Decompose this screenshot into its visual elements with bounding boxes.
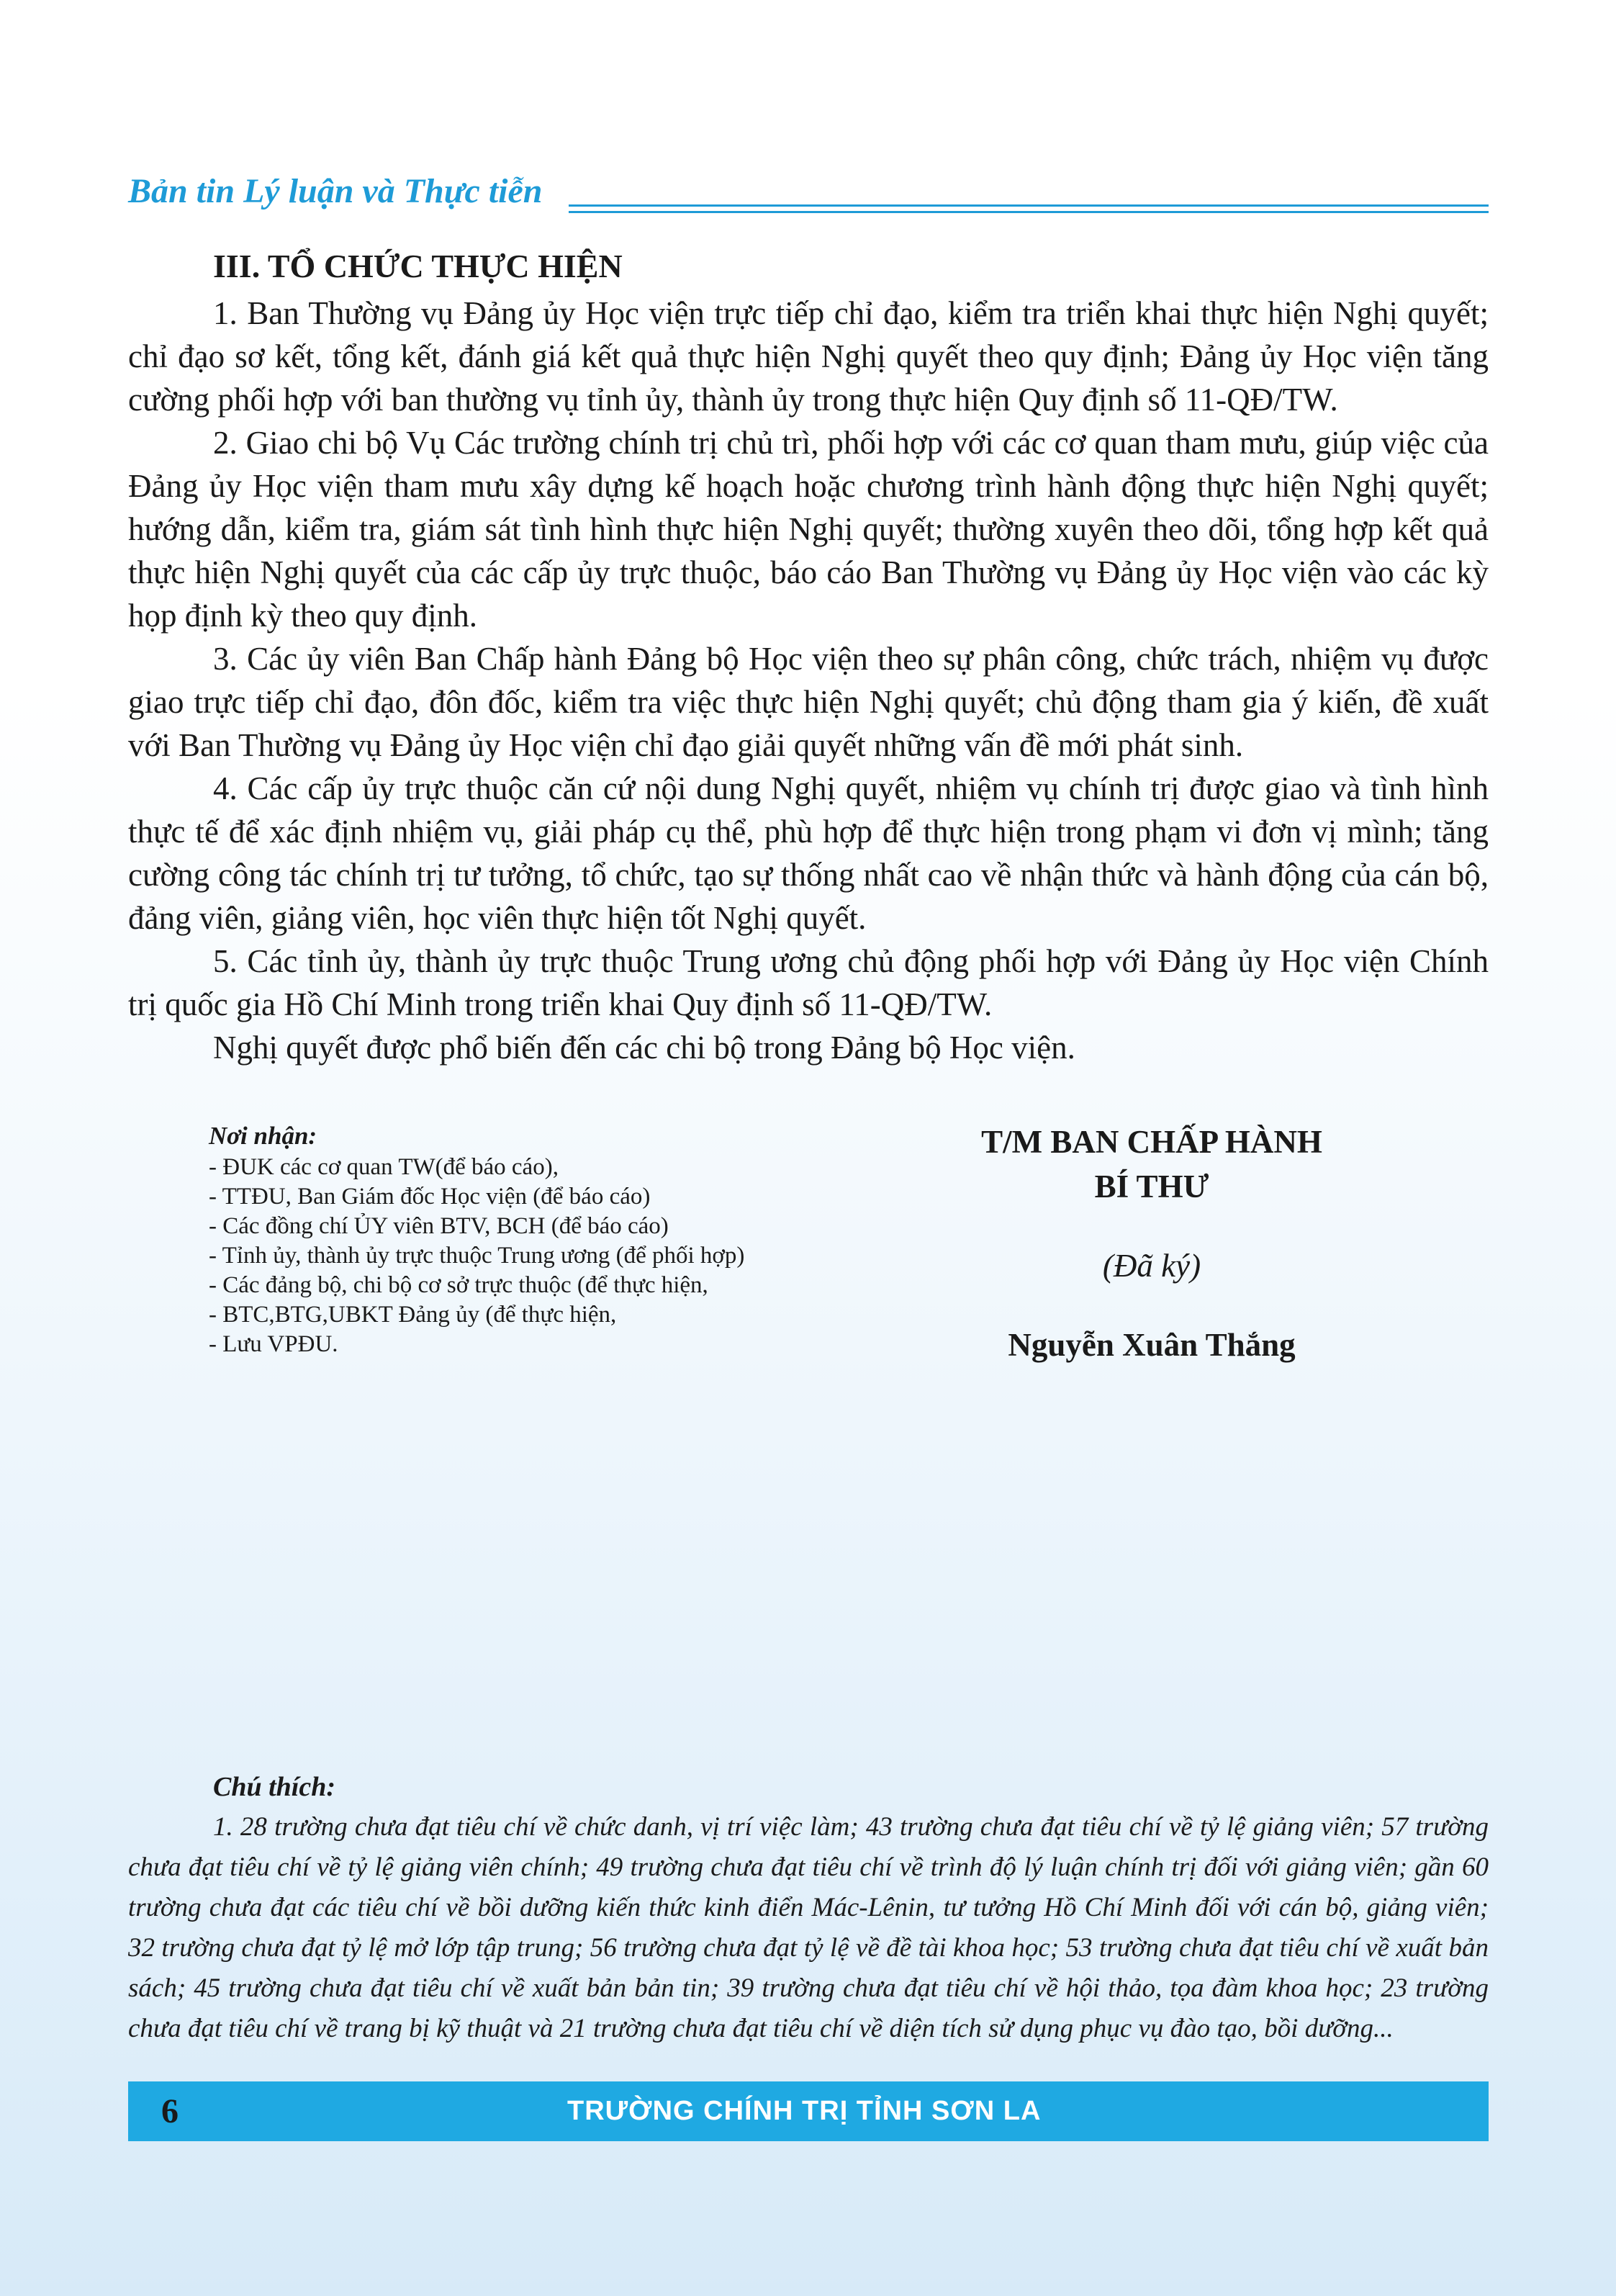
footnotes-title: Chú thích:	[213, 1772, 336, 1802]
paragraph-2: 2. Giao chi bộ Vụ Các trường chính trị chủ trì, phối hợp với các cơ quan tham mưu, giúp việc của Đảng ủy Học viện tham mưu xây dựng kế hoạch hoặc chương trình hành động thực hiện Nghị quyết; hướng dẫn, kiểm tra, giám sát tình hình thực hiện Nghị quyết; thường xuyên theo dõi, tổng hợp kết quả thực hiện Nghị quyết của các cấp ủy trực thuộc, báo cáo Ban Thường vụ Đảng ủy Học viện vào các kỳ họp định kỳ theo quy định.	[128, 425, 1489, 634]
signature-block	[921, 1120, 1382, 1367]
footnote-1: 1. 28 trường chưa đạt tiêu chí về chức danh, vị trí việc làm; 43 trường chưa đạt tiêu chí về tỷ lệ giảng viên; 57 trường chưa đạt tiêu chí về tỷ lệ giảng viên chính; 49 trường chưa đạt tiêu chí về trình độ lý luận chính trị đối với giảng viên; gần 60 trường chưa đạt các tiêu chí về bồi dưỡng kiến thức kinh điển Mác-Lênin, tư tưởng Hồ Chí Minh đối với cán bộ, giảng viên; 32 trường chưa đạt tỷ lệ mở lớp tập trung; 56 trường chưa đạt tỷ lệ về đề tài khoa học; 53 trường chưa đạt tiêu chí về xuất bản sách; 45 trường chưa đạt tiêu chí về xuất bản bản tin; 39 trường chưa đạt tiêu chí về hội thảo, tọa đàm khoa học; 23 trường chưa đạt tiêu chí về trang bị kỹ thuật và 21 trường chưa đạt tiêu chí về diện tích sử dụng phục vụ đào tạo, bồi dưỡng...	[128, 1812, 1489, 2043]
recipient-item: - Các đảng bộ, chi bộ cơ sở trực thuộc (để thực hiện,	[209, 1272, 708, 1298]
recipient-item: - Lưu VPĐU.	[209, 1331, 338, 1357]
paragraph-5: 5. Các tỉnh ủy, thành ủy trực thuộc Trung ương chủ động phối hợp với Đảng ủy Học viện Chính trị quốc gia Hồ Chí Minh trong triển khai Quy định số 11-QĐ/TW.	[128, 943, 1489, 1022]
section-heading: III. TỔ CHỨC THỰC HIỆN	[213, 248, 623, 284]
recipient-item: - BTC,BTG,UBKT Đảng ủy (để thực hiện,	[209, 1302, 617, 1328]
closing-sentence: Nghị quyết được phổ biến đến các chi bộ trong Đảng bộ Học viện.	[213, 1030, 1075, 1066]
recipient-item: - TTĐU, Ban Giám đốc Học viện (để báo cáo)	[209, 1184, 651, 1210]
paragraph-4: 4. Các cấp ủy trực thuộc căn cứ nội dung Nghị quyết, nhiệm vụ chính trị được giao và tình hình thực tế để xác định nhiệm vụ, giải pháp cụ thể, phù hợp để thực hiện trong phạm vi đơn vị mình; tăng cường công tác chính trị tư tưởng, tổ chức, tạo sự thống nhất cao về nhận thức và hành động của cán bộ, đảng viên, giảng viên, học viên thực hiện tốt Nghị quyết.	[128, 770, 1489, 936]
recipient-item: - ĐUK các cơ quan TW(để báo cáo),	[209, 1154, 559, 1180]
signature-signed-note: (Đã ký)	[1102, 1248, 1201, 1284]
signature-role: BÍ THƯ	[1094, 1169, 1209, 1205]
paragraph-3: 3. Các ủy viên Ban Chấp hành Đảng bộ Học viện theo sự phân công, chức trách, nhiệm vụ được giao trực tiếp chỉ đạo, đôn đốc, kiểm tra việc thực hiện Nghị quyết; chủ động tham gia ý kiến, đề xuất với Ban Thường vụ Đảng ủy Học viện chỉ đạo giải quyết những vấn đề mới phát sinh.	[128, 641, 1489, 763]
page-number: 6	[161, 2092, 179, 2130]
recipient-item: - Các đồng chí ỦY viên BTV, BCH (để báo cáo)	[209, 1213, 669, 1239]
publication-title: Bản tin Lý luận và Thực tiễn	[128, 172, 543, 210]
signatory-name: Nguyễn Xuân Thắng	[1008, 1327, 1296, 1363]
header-double-rule	[569, 204, 1489, 213]
running-header	[128, 171, 1489, 215]
signature-org: T/M BAN CHẤP HÀNH	[981, 1124, 1322, 1160]
recipient-item: - Tỉnh ủy, thành ủy trực thuộc Trung ương (để phối hợp)	[209, 1243, 745, 1269]
recipients-block	[209, 1120, 857, 1359]
footnotes	[128, 1768, 1489, 2049]
paragraph-1: 1. Ban Thường vụ Đảng ủy Học viện trực tiếp chỉ đạo, kiểm tra triển khai thực hiện Nghị quyết; chỉ đạo sơ kết, tổng kết, đánh giá kết quả thực hiện Nghị quyết theo quy định; Đảng ủy Học viện tăng cường phối hợp với ban thường vụ tỉnh ủy, thành ủy trong thực hiện Quy định số 11-QĐ/TW.	[128, 295, 1489, 418]
footer-school-name: TRƯỜNG CHÍNH TRỊ TỈNH SƠN LA	[567, 2096, 1042, 2126]
footer-bar	[128, 2081, 1489, 2141]
recipients-title: Nơi nhận:	[209, 1122, 317, 1150]
main-content	[128, 241, 1489, 1069]
